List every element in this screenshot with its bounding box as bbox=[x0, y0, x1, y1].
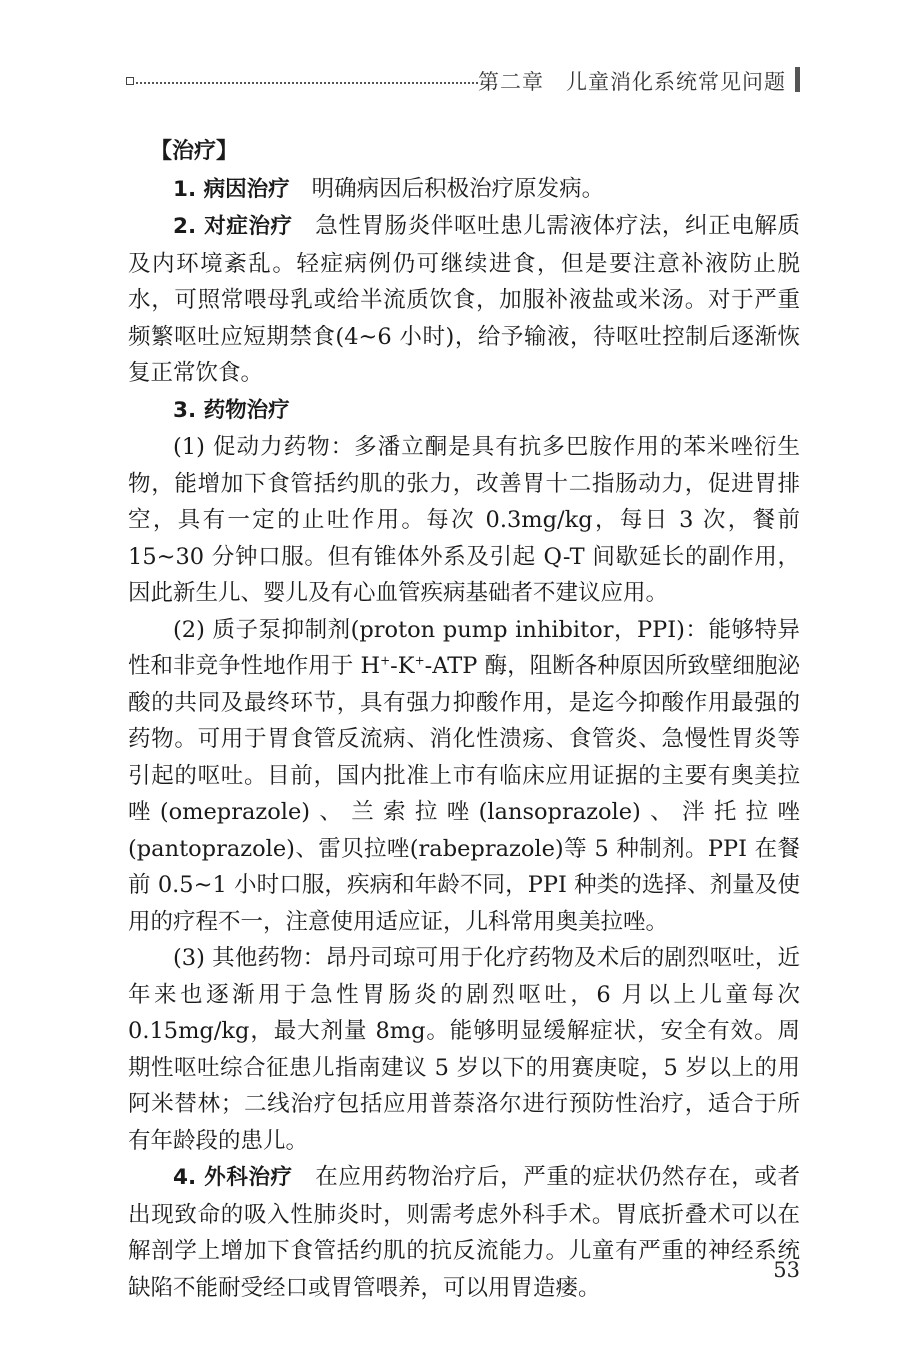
paragraph-surgery bbox=[128, 1159, 800, 1306]
paragraph-ppi: (2) 质子泵抑制剂(proton pump inhibitor，PPI)：能够特异性和非竞争性地作用于 H+-K+-ATP 酶，阻断各种原因所致壁细胞泌酸的共同及最终环节，具有强力抑酸作用，是迄今抑酸作用最强的药物。可用于胃食管反流病、消化性溃疡、食管炎、急慢性胃炎等引起的呕吐。目前，国内批准上市有临床应用证据的主要有奥美拉唑(omeprazole)、兰索拉唑(lansoprazole)、泮托拉唑(pantoprazole)、雷贝拉唑(rabeprazole)等 5 种制剂。PPI 在餐前 0.5~1 小时口服，疾病和年龄不同，PPI 种类的选择、剂量及使用的疗程不一，注意使用适应证，儿科常用奥美拉唑。 bbox=[128, 616, 800, 935]
paragraph-symptomatic bbox=[128, 208, 800, 392]
item-text: 在应用药物治疗后，严重的症状仍然存在，或者出现致命的吸入性肺炎时，则需考虑外科手术。胃底折叠术可以在解剖学上增加下食管括约肌的抗反流能力。儿童有严重的神经系统缺陷不能耐受经口或胃管喂养，可以用胃造瘘。 bbox=[128, 1164, 800, 1301]
item-title: 4. 外科治疗 bbox=[173, 1165, 293, 1190]
header-square-icon bbox=[126, 77, 134, 85]
item-title: 3. 药物治疗 bbox=[173, 397, 290, 423]
header-bar bbox=[795, 67, 800, 92]
header-dotted-rule bbox=[128, 82, 478, 84]
paragraph-other-drugs: (3) 其他药物：昂丹司琼可用于化疗药物及术后的剧烈呕吐，近年来也逐渐用于急性胃肠炎的剧烈呕吐，6 月以上儿童每次 0.15mg/kg，最大剂量 8mg。能够明显缓解症状，安全有效。周期性呕吐综合征患儿指南建议 5 岁以下的用赛庚啶，5 岁以上的用阿米替林；二线治疗包括应用普萘洛尔进行预防性治疗，适合于所有年龄段的患儿。 bbox=[128, 945, 800, 1154]
item-text: 急性胃肠炎伴呕吐患儿需液体疗法，纠正电解质及内环境紊乱。轻症病例仍可继续进食，但是要注意补液防止脱水，可照常喂母乳或给半流质饮食，加服补液盐或米汤。对于严重频繁呕吐应短期禁食(4~6 小时)，给予输液，待呕吐控制后逐渐恢复正常饮食。 bbox=[128, 213, 800, 386]
paragraph-drug-heading bbox=[128, 392, 800, 430]
item-text: 明确病因后积极治疗原发病。 bbox=[311, 175, 605, 202]
item-title: 1. 病因治疗 bbox=[173, 176, 290, 202]
running-header bbox=[128, 64, 800, 96]
section-title: 【治疗】 bbox=[150, 139, 239, 164]
page-number: 53 bbox=[773, 1258, 800, 1282]
item-title: 2. 对症治疗 bbox=[173, 214, 293, 239]
chapter-title: 第二章 儿童消化系统常见问题 bbox=[478, 70, 786, 94]
paragraph-etiology bbox=[128, 171, 800, 209]
paragraph-prokinetic: (1) 促动力药物：多潘立酮是具有抗多巴胺作用的苯米唑衍生物，能增加下食管括约肌的张力，改善胃十二指肠动力，促进胃排空，具有一定的止吐作用。每次 0.3mg/kg，每日 3 次，餐前 15~30 分钟口服。但有锥体外系及引起 Q-T 间歇延长的副作用，因此新生儿、婴儿及有心血管疾病基础者不建议应用。 bbox=[128, 434, 800, 606]
page-body bbox=[128, 134, 800, 1306]
